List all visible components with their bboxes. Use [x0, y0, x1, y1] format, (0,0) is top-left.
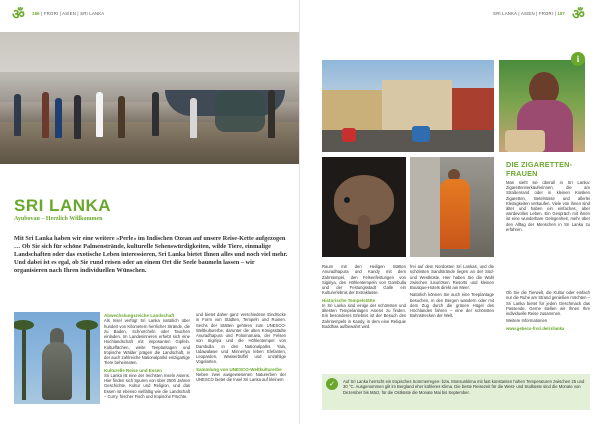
- page-number-right: 187: [557, 11, 566, 16]
- header-right-section: SRI LANKA | ASIEN | FRORI |: [493, 11, 556, 16]
- header-left-section: | FRORI | ASIEN | SRI LANKA: [41, 11, 105, 16]
- climate-info-text: Auf Sri Lanka herrscht ein tropisches Sommerregen- bzw. Monsunklima mit fast konstanten hohen Temperaturen zwischen 25 und 30 °C. Ausgenommen gilt im Bergland eher kühleres Klima. Die beste Reisezeit für die West- und Südküste sind die Monate von Dezember bis März, für die Ostküste die Monate Mai bis September.: [343, 379, 585, 395]
- col1-paragraph-2: Sri Lanka ist eine der reichsten Inseln Asiens. Hier finden sich Spuren von über 2500 Jahren Geschichte, Kultur und Religion, und das Essen ist ebenso vielfältig wie die Landschaft – Curry, frischer Fisch und tropische Früchte.: [104, 372, 190, 399]
- sidebar-title: DIE ZIGARETTEN-FRAUEN: [506, 160, 573, 178]
- colombo-street-photo: [322, 60, 494, 152]
- monk-photo: [410, 157, 494, 257]
- page-title: SRI LANKA: [14, 196, 112, 215]
- checkmark-icon: ✓: [326, 378, 338, 390]
- cigarette-woman-photo: [499, 60, 585, 152]
- header-left: [32, 11, 104, 16]
- sidebar-text: Man sieht sie überall in Sri Lanka: Zigarettenverkäuferinnen, die am Straßenrand oder in kleinen Kiosken Zigaretten, Betelnüsse und allerlei Kleinigkeiten verkaufen. Viele von ihnen sind älter und haben ein einfaches, aber würdevolles Leben. Ein Gespräch mit ihnen ist eine wunderbare Gelegenheit, mehr über den Alltag der Menschen in Sri Lanka zu erfahren.: [506, 180, 590, 232]
- column-3: [322, 264, 406, 331]
- col3-paragraph-2: In Sri Lanka sind einige der schönsten und ältesten Tempelanlagen Asiens zu finden. Ein besonderes Erlebnis ist der Besuch des Zahntempels in Kandy, in dem eine Reliquie Buddhas aufbewahrt wird.: [322, 302, 406, 329]
- col2-paragraph-2: Neben zwei ausgewiesenen Naturerben der UNESCO bietet die Insel Sri Lanka auf kleinem: [196, 371, 286, 382]
- info-icon: i: [571, 52, 585, 66]
- page-subtitle: Ayubovan – Herzlich Willkommen: [14, 216, 103, 222]
- fishermen-photo: [0, 32, 300, 164]
- column-2: [196, 312, 286, 384]
- elephant-photo: [322, 157, 406, 257]
- col5-more-info-label: Weitere Informationen: [506, 318, 548, 324]
- column-1: [104, 312, 190, 401]
- col5-paragraph-1: Ob Sie die Tierwelt, die Kultur oder einfach nur die Ruhe am Strand genießen möchten – Sri Lanka bietet für jeden Geschmack das Passende. Gerne stellen wir Ihnen Ihre individuelle Reise zusammen.: [506, 290, 590, 316]
- col4-paragraph-1: frei auf dem Nordosten Sri Lankas, und die schönsten Sandstrände liegen an der Süd- und Westküste. Hier haben Sie die Wahl zwischen luxuriösen Resorts und kleinen Boutique-Hotels direkt am Meer.: [410, 264, 494, 290]
- col4-paragraph-2: Natürlich können Sie auch eine Teeplantage besuchen, in den Bergen wandern oder mit dem Zug durch die grünen Hügel des Hochlandes fahren – eine der schönsten Bahnstrecken der Welt.: [410, 292, 494, 319]
- column-5: [506, 290, 590, 333]
- col1-heading-1: Abwechslungsreiche Landschaft: [104, 313, 175, 318]
- page-number-left: 186: [32, 11, 40, 16]
- col2-paragraph-1: und bietet daher ganz verschiedene Eindrücke in Form von Städten, Tempeln und Ruinen. Sechs der Stätten gehören zum UNESCO-Weltkulturerbe, darunter die alten Königsstädte Anuradhapura und Polonnaruwa, der Felsen von Sigiriya und die Höhlentempel von Dambulla. In den Nationalparks Yala, Udawalawe und Minneriya leben Elefanten, Leoparden, Wasserbüffel und unzählige Vogelarten.: [196, 312, 286, 365]
- col2-heading-1: Sammlung von UNESCO-Weltkulturerbe: [196, 366, 282, 372]
- header-right: [493, 11, 565, 16]
- buddha-statue-photo: [14, 312, 100, 404]
- col3-heading-1: Historische Tempelstätte: [322, 297, 376, 303]
- col1-heading-2: Kulturelle Reise und Essen: [104, 367, 163, 373]
- col1-paragraph-1: Als Insel verfügt Sri Lanka natürlich über hundert von Kilometern herrlicher Strände, die zu Baden, Schnorcheln oder Tauchen einladen. Im Landesinneren erhebt sich eine Hochlandschaft mit imposanten Gipfeln. Kulturflächen, weite Teeplantagen und tropische Wälder prägen die Landschaft, in der auch zahlreiche Nationalparks einzigartige Tiere beheimaten.: [104, 318, 190, 366]
- om-icon: ॐ: [12, 7, 25, 23]
- col3-paragraph-1: Raum mit den Heiligen Stätten Anuradhapura und Kandy mit dem Zahntempel, den Felsenfestungen von Sigiriya, den Höhlentempeln von Dambulla und der Festungsstadt Galle ein Kulturerlebnis der Extraklasse.: [322, 264, 406, 296]
- om-icon: ॐ: [572, 7, 585, 23]
- website-link[interactable]: www.gebeco-frori.de/srilanka: [506, 325, 565, 331]
- column-4: [410, 264, 494, 321]
- climate-info-box: [322, 374, 590, 410]
- intro-paragraph: Mit Sri Lanka haben wir eine weitere »Perle« im Indischen Ozean auf unsere Reise-Kette aufgezogen … Ob Sie sich für schöne Palmenstrände, kulturelle Sehenswürdigkeiten, wilde Tiere, einmalige Landschaften oder das exotische Leben interessieren, Sri Lanka bietet Ihnen alles und noch viel mehr. Und dabei ist es egal, ob Sie rund reisen oder an einem Ort die Seele baumeln lassen – wir organisieren nach Ihren individuellen Wünschen.: [14, 235, 288, 275]
